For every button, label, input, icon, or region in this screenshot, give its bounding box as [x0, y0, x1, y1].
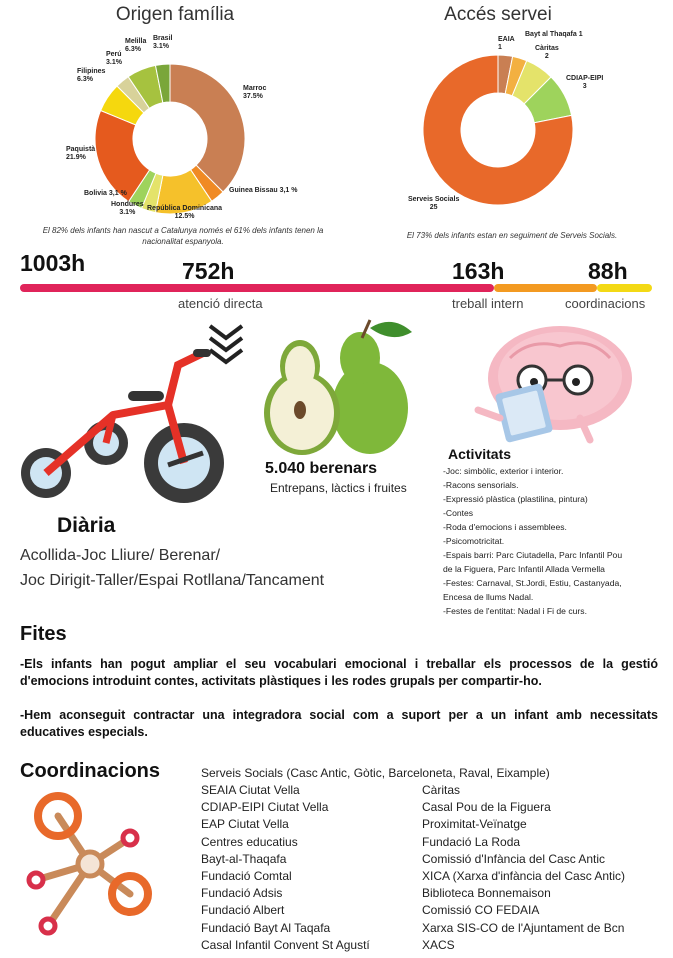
- list-item: -Festes: Carnaval, St.Jordi, Estiu, Castanyada,: [443, 578, 622, 588]
- list-item: SEAIA Ciutat Vella: [201, 783, 300, 797]
- label-melilla: Melilla 6.3%: [125, 38, 147, 53]
- list-item: Fundació La Roda: [422, 834, 521, 849]
- list-item: Xarxa SIS-CO de l'Ajuntament de Bcn: [422, 920, 625, 935]
- coordinacions-left-list: [201, 782, 421, 954]
- list-item: Fundació Bayt Al Taqafa: [201, 920, 331, 935]
- hours-bar-intern: [494, 284, 597, 292]
- label-filipines: Filipines 6.3%: [77, 68, 106, 83]
- pear-icon: [262, 318, 412, 458]
- hours-bar: [20, 284, 652, 292]
- list-item: -Festes de l'entitat: Nadal i Fi de curs.: [443, 606, 587, 616]
- fites-paragraph-2: -Hem aconseguit contractar una integradora social com a suport per a un infant amb necessitats educatives especials.: [20, 708, 658, 739]
- label-directa: atenció directa: [178, 296, 263, 311]
- label-serveis-socials: Serveis Socials 25: [408, 196, 460, 211]
- label-eaia: EAIA 1: [498, 36, 515, 51]
- list-item: -Psicomotricitat.: [443, 536, 505, 546]
- label-rep-dominicana: República Dominicana 12.5%: [147, 205, 223, 220]
- list-item: Fundació Albert: [201, 903, 285, 918]
- list-item: Casal Infantil Convent St Agustí: [201, 937, 370, 952]
- list-item: Fundació Adsis: [201, 886, 283, 901]
- label-bayt: Bayt al Thaqafa 1: [525, 31, 583, 38]
- list-item: -Contes: [443, 508, 474, 518]
- label-cdiap: CDIAP-EIPI 3: [566, 75, 604, 90]
- origen-title: Origen família: [115, 4, 235, 25]
- list-item: Comissió d'Infància del Casc Antic: [422, 851, 606, 866]
- list-item: XICA (Xarxa d'infància del Casc Antic): [422, 869, 626, 884]
- label-coord: coordinacions: [565, 296, 646, 311]
- berenars-count: 5.040 berenars: [265, 460, 378, 477]
- hours-intern: 163h: [452, 258, 505, 284]
- list-item: -Expressió plàstica (plastilina, pintura): [443, 494, 588, 504]
- label-guinea: Guinea Bissau 3,1 %: [229, 187, 298, 194]
- fites-title: Fites: [20, 623, 67, 645]
- activitats-list: [443, 464, 668, 618]
- activitats-title: Activitats: [448, 446, 512, 462]
- label-marroc: Marroc 37.5%: [243, 85, 267, 100]
- label-peru: Perú 3.1%: [106, 51, 122, 66]
- list-item: CDIAP-EIPI Ciutat Vella: [201, 800, 329, 815]
- list-item: -Joc: simbòlic, exterior i interior.: [443, 466, 564, 476]
- label-caritas: Càritas 2: [535, 45, 559, 60]
- label-brasil: Brasil 3.1%: [153, 35, 173, 50]
- coordinacions-right-list: [422, 782, 667, 954]
- list-item: Fundació Comtal: [201, 869, 292, 884]
- list-item: Bayt-al-Thaqafa: [201, 851, 287, 866]
- list-item: de la Figuera, Parc Infantil Allada Vermella: [443, 564, 605, 574]
- list-item: EAP Ciutat Vella: [201, 817, 289, 832]
- list-item: Proximitat-Veïnatge: [422, 817, 527, 832]
- brain-reading-icon: [470, 318, 640, 448]
- slice-marroc: [170, 64, 245, 192]
- list-item: Càritas: [422, 783, 461, 797]
- list-item: Comissió CO FEDAIA: [422, 903, 540, 918]
- tricycle-icon: [18, 345, 228, 515]
- list-item: -Racons sensorials.: [443, 480, 519, 490]
- label-intern: treball intern: [452, 296, 524, 311]
- fites-paragraph-1: -Els infants han pogut ampliar el seu vocabulari emocional i treballar els processos de la gestió d'emocions introduint contes, activitats plàstiques i les rodes grupals per compartir-ho.: [20, 657, 658, 688]
- list-item: Biblioteca Bonnemaison: [422, 886, 551, 901]
- berenars-desc: Entrepans, làctics i fruites: [270, 481, 407, 495]
- hours-bar-directa: [20, 284, 494, 292]
- list-item: Centres educatius: [201, 834, 298, 849]
- hours-total: 1003h: [20, 250, 86, 276]
- network-icon: [18, 786, 178, 946]
- list-item: -Roda d'emocions i assemblees.: [443, 522, 567, 532]
- list-item: Casal Pou de la Figuera: [422, 800, 551, 815]
- diaria-line2: Joc Dirigit-Taller/Espai Rotllana/Tancament: [20, 572, 325, 589]
- acces-note: El 73% dels infants estan en seguiment de Serveis Socials.: [406, 231, 618, 240]
- origen-note: El 82% dels infants han nascut a Catalunya només el 61% dels infants tenen la nacionalitat espanyola.: [42, 226, 324, 246]
- diaria-line1: Acollida-Joc Lliure/ Berenar/: [20, 547, 221, 564]
- diaria-title: Diària: [57, 514, 116, 537]
- hours-directa: 752h: [182, 258, 235, 284]
- list-item: XACS: [422, 937, 455, 952]
- label-hondures: Hondures 3.1%: [111, 201, 144, 216]
- list-item: Encesa de llums Nadal.: [443, 592, 534, 602]
- hours-bar-coord: [597, 284, 652, 292]
- label-bolivia: Bolivia 3,1 %: [84, 190, 127, 197]
- hours-coord: 88h: [588, 258, 628, 284]
- acces-title: Accés servei: [444, 4, 552, 25]
- label-paquista: Paquistà 21.9%: [66, 146, 96, 161]
- list-item: -Espais barri: Parc Ciutadella, Parc Infantil Pou: [443, 550, 623, 560]
- coordinacions-title: Coordinacions: [20, 760, 161, 782]
- diaria-text: [20, 543, 324, 593]
- fites-text: [20, 656, 658, 741]
- coordinacions-header: Serveis Socials (Casc Antic, Gòtic, Barceloneta, Raval, Eixample): [201, 766, 550, 780]
